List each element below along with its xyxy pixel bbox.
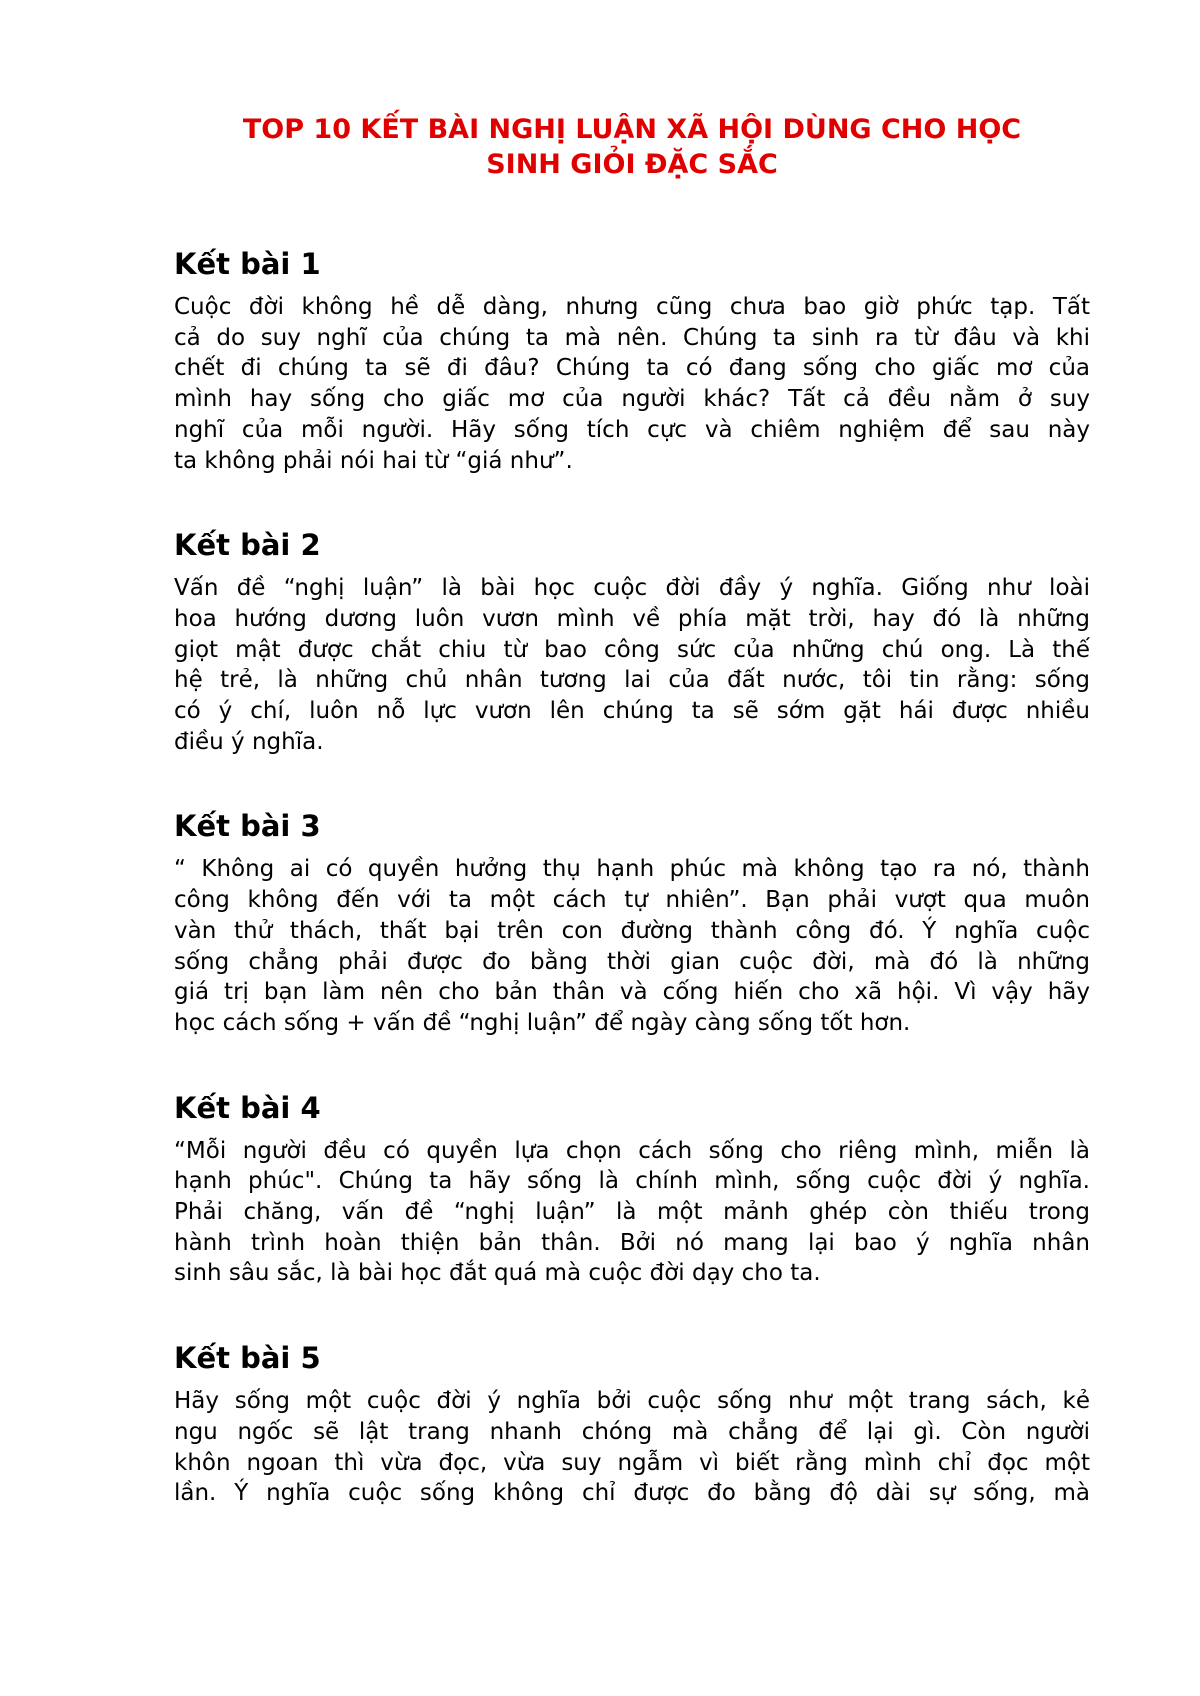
paragraph-line: điều ý nghĩa. bbox=[174, 728, 324, 755]
section-paragraph bbox=[174, 1136, 1090, 1290]
section-paragraph bbox=[174, 292, 1090, 476]
paragraph-line: sinh sâu sắc, là bài học đắt quá mà cuộc đời dạy cho ta. bbox=[174, 1260, 821, 1287]
section-paragraph bbox=[174, 573, 1090, 757]
title-line: TOP 10 KẾT BÀI NGHỊ LUẬN XÃ HỘI DÙNG CHO HỌC bbox=[242, 114, 1022, 145]
paragraph-line: vàn thử thách, thất bại trên con đường thành công đó. Ý nghĩa cuộc bbox=[174, 917, 1090, 944]
section-ket-bai-2 bbox=[174, 527, 1090, 757]
section-heading: Kết bài 5 bbox=[174, 1341, 321, 1376]
paragraph-line: Vấn đề “nghị luận” là bài học cuộc đời đầy ý nghĩa. Giống như loài bbox=[174, 575, 1090, 602]
section-ket-bai-4 bbox=[174, 1090, 1090, 1290]
paragraph-line: Cuộc đời không hề dễ dàng, nhưng cũng chưa bao giờ phức tạp. Tất bbox=[174, 294, 1090, 320]
paragraph-line: hạnh phúc". Chúng ta hãy sống là chính mình, sống cuộc đời ý nghĩa. bbox=[174, 1168, 1090, 1195]
paragraph-line: có ý chí, luôn nỗ lực vươn lên chúng ta sẽ sớm gặt hái được nhiều bbox=[174, 698, 1090, 725]
paragraph-line: mình hay sống cho giấc mơ của người khác? Tất cả đều nằm ở suy bbox=[174, 386, 1090, 413]
paragraph-line: hành trình hoàn thiện bản thân. Bởi nó mang lại bao ý nghĩa nhân bbox=[174, 1229, 1090, 1256]
paragraph-line: “ Không ai có quyền hưởng thụ hạnh phúc mà không tạo ra nó, thành bbox=[174, 856, 1090, 883]
section-heading: Kết bài 2 bbox=[174, 528, 321, 563]
section-ket-bai-5 bbox=[174, 1340, 1090, 1509]
paragraph-line: học cách sống + vấn đề “nghị luận” để ngày càng sống tốt hơn. bbox=[174, 1009, 911, 1036]
paragraph-line: nghĩ của mỗi người. Hãy sống tích cực và chiêm nghiệm để sau này bbox=[174, 416, 1090, 443]
paragraph-line: ngu ngốc sẽ lật trang nhanh chóng mà chẳng để lại gì. Còn người bbox=[174, 1418, 1090, 1445]
paragraph-line: khôn ngoan thì vừa đọc, vừa suy ngẫm vì biết rằng mình chỉ đọc một bbox=[174, 1449, 1090, 1476]
section-ket-bai-3 bbox=[174, 808, 1090, 1038]
paragraph-line: Hãy sống một cuộc đời ý nghĩa bởi cuộc sống như một trang sách, kẻ bbox=[174, 1388, 1090, 1415]
document-page bbox=[174, 112, 1090, 1509]
section-paragraph bbox=[174, 1386, 1090, 1509]
paragraph-line: hệ trẻ, là những chủ nhân tương lai của đất nước, tôi tin rằng: sống bbox=[174, 667, 1090, 694]
paragraph-line: công không đến với ta một cách tự nhiên”. Bạn phải vượt qua muôn bbox=[174, 887, 1090, 914]
paragraph-line: giọt mật được chắt chiu từ bao công sức của những chú ong. Là thế bbox=[174, 636, 1090, 663]
paragraph-line: hoa hướng dương luôn vươn mình về phía mặt trời, hay đó là những bbox=[174, 605, 1090, 632]
paragraph-line: lần. Ý nghĩa cuộc sống không chỉ được đo bằng độ dài sự sống, mà bbox=[174, 1480, 1090, 1507]
paragraph-line: chết đi chúng ta sẽ đi đâu? Chúng ta có đang sống cho giấc mơ của bbox=[174, 355, 1090, 382]
paragraph-line: Phải chăng, vấn đề “nghị luận” là một mảnh ghép còn thiếu trong bbox=[174, 1199, 1090, 1226]
paragraph-line: giá trị bạn làm nên cho bản thân và cống hiến cho xã hội. Vì vậy hãy bbox=[174, 979, 1090, 1006]
section-heading: Kết bài 1 bbox=[174, 247, 321, 281]
section-ket-bai-1 bbox=[174, 246, 1090, 476]
document-title bbox=[174, 112, 1090, 182]
title-line: SINH GIỎI ĐẶC SẮC bbox=[486, 149, 778, 180]
section-paragraph bbox=[174, 854, 1090, 1038]
section-heading: Kết bài 4 bbox=[174, 1090, 321, 1125]
paragraph-line: cả do suy nghĩ của chúng ta mà nên. Chúng ta sinh ra từ đâu và khi bbox=[174, 324, 1090, 351]
paragraph-line: “Mỗi người đều có quyền lựa chọn cách sống cho riêng mình, miễn là bbox=[174, 1137, 1090, 1164]
paragraph-line: sống chẳng phải được đo bằng thời gian cuộc đời, mà đó là những bbox=[174, 948, 1090, 975]
section-heading: Kết bài 3 bbox=[174, 809, 321, 844]
paragraph-line: ta không phải nói hai từ “giá như”. bbox=[174, 447, 573, 474]
